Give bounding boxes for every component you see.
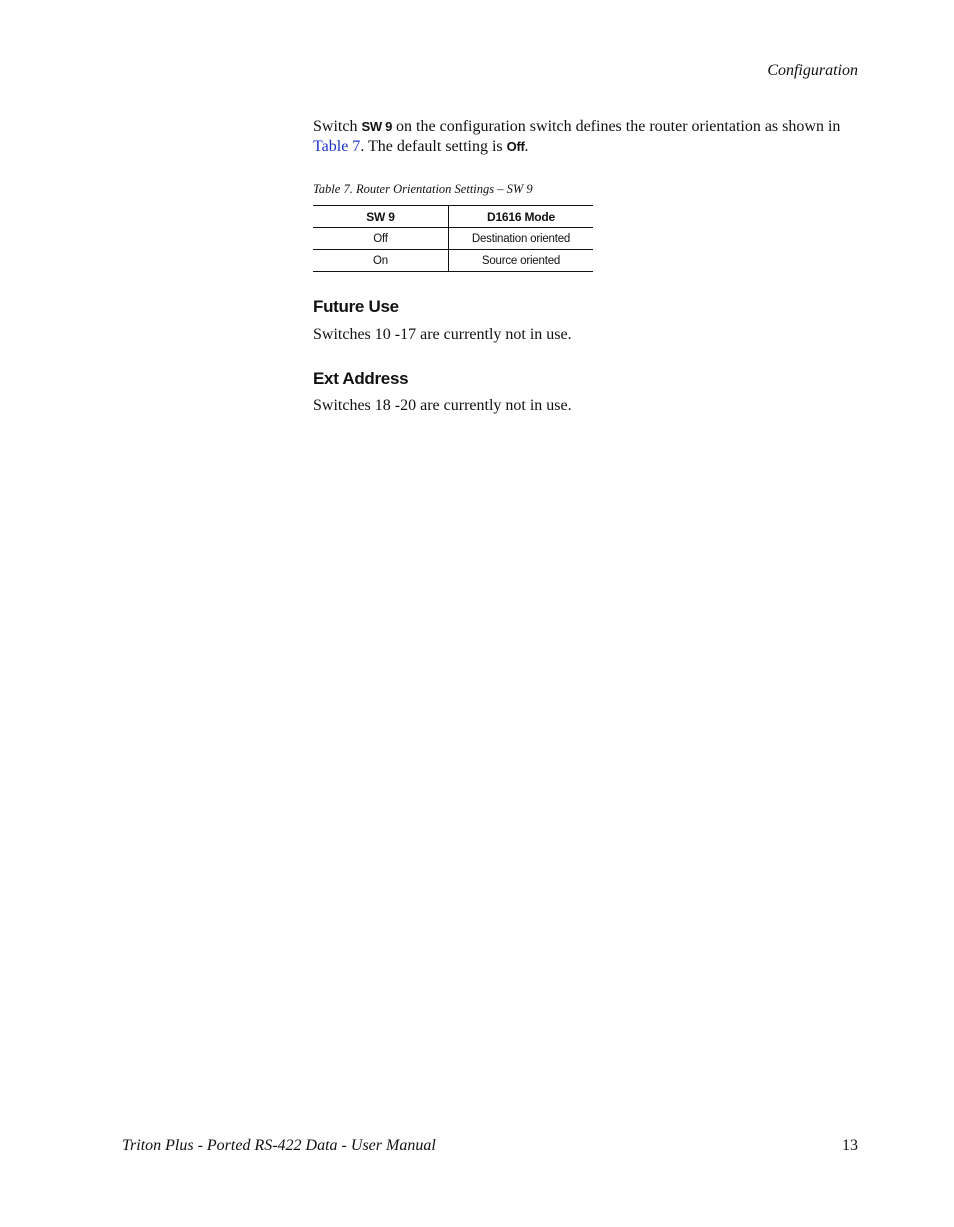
future-use-heading: Future Use: [313, 297, 399, 316]
table-header-row: [313, 206, 593, 228]
intro-text-4: .: [524, 138, 529, 155]
table-row: [313, 228, 593, 250]
ext-address-body: Switches 18 -20 are currently not in use.: [313, 397, 572, 414]
switch-name: SW 9: [361, 119, 393, 134]
header-d1616-mode: D1616 Mode: [486, 209, 556, 224]
intro-paragraph: [313, 117, 858, 157]
ext-address-heading: Ext Address: [313, 369, 409, 388]
future-use-body: Switches 10 -17 are currently not in use.: [313, 326, 572, 343]
default-value: Off: [506, 139, 525, 154]
table-caption: Table 7. Router Orientation Settings – SW 9: [313, 182, 533, 196]
table-7-link[interactable]: Table 7: [313, 138, 361, 155]
cell-mode-value: Source oriented: [481, 254, 561, 267]
cell-mode-value: Destination oriented: [471, 232, 571, 245]
cell-sw9-value: On: [313, 250, 449, 272]
footer-document-title: Triton Plus - Ported RS-422 Data - User Manual: [122, 1137, 436, 1154]
intro-text-3: . The default setting is: [360, 138, 507, 155]
router-orientation-table: [313, 205, 593, 272]
intro-text-1: Switch: [313, 118, 362, 135]
header-sw9: SW 9: [313, 206, 449, 228]
page-number: 13: [842, 1137, 858, 1154]
cell-sw9-value: Off: [313, 228, 449, 250]
running-header: Configuration: [767, 62, 858, 79]
intro-text-2: on the configuration switch defines the router orientation as shown in: [392, 118, 841, 135]
table-row: [313, 250, 593, 272]
